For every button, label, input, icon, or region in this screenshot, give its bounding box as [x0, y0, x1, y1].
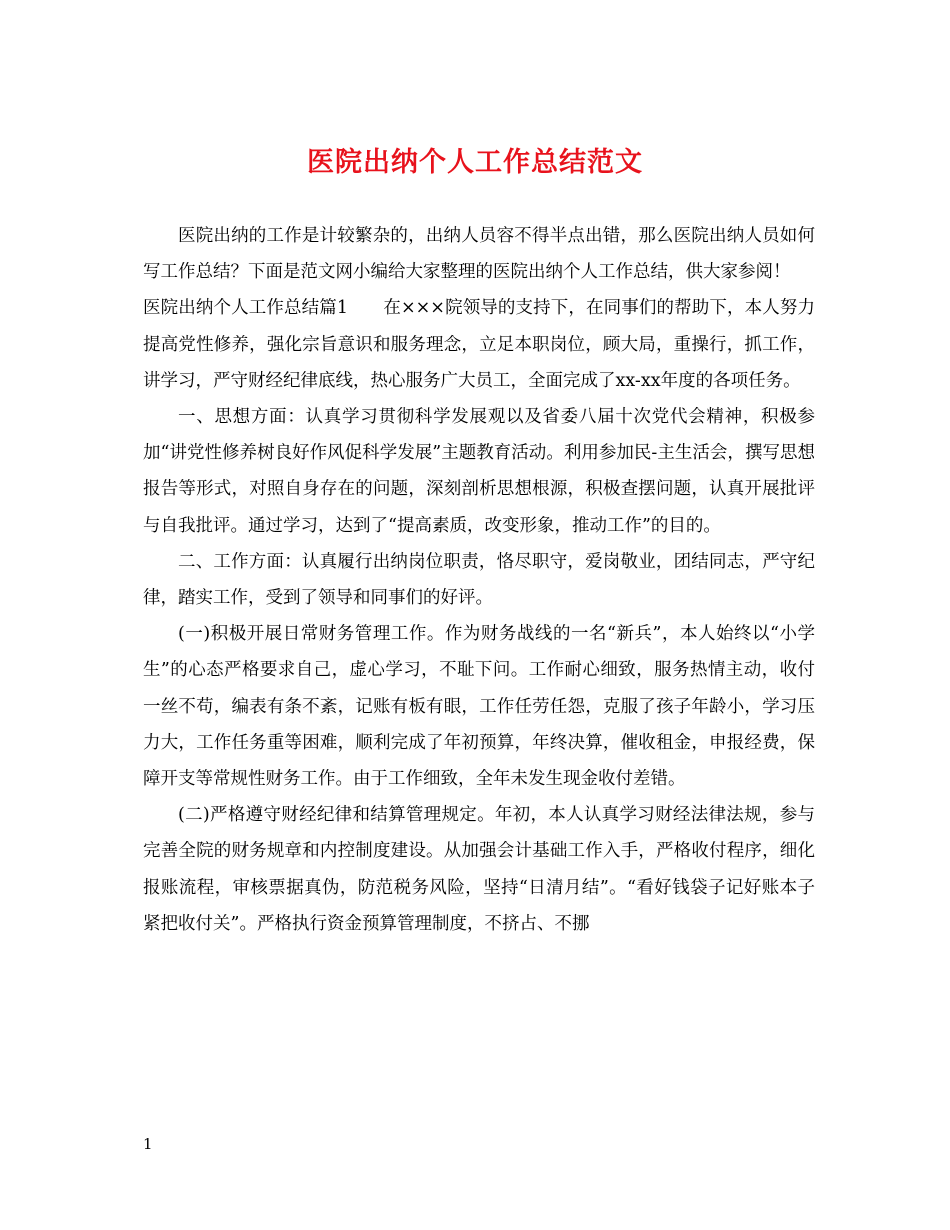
- work-section-paragraph: 二、工作方面：认真履行出纳岗位职责，恪尽职守，爱岗敬业，团结同志，严守纪律，踏实工作，受到了领导和同事们的好评。: [143, 551, 815, 609]
- intro-paragraph: 医院出纳的工作是计较繁杂的，出纳人员容不得半点出错，那么医院出纳人员如何写工作总结？下面是范文网小编给大家整理的医院出纳个人工作总结，供大家参阅！: [143, 226, 815, 283]
- daily-finance-paragraph: (一)积极开展日常财务管理工作。作为财务战线的一名“新兵”，本人始终以“小学生”的心态严格要求自己，虚心学习，不耻下问。工作耐心细致，服务热情主动，收付一丝不苟，编表有条不紊，记账有板有眼，工作任劳任怨，克服了孩子年龄小，学习压力大，工作任务重等困难，顺利完成了年初预算，年终决算，催收租金，申报经费，保障开支等常规性财务工作。由于工作细致，全年未发生现金收付差错。: [143, 624, 815, 790]
- page-number: 1: [143, 1135, 153, 1153]
- thought-section-paragraph: 一、思想方面：认真学习贯彻科学发展观以及省委八届十次党代会精神，积极参加“讲党性修养树良好作风促科学发展”主题教育活动。利用参加民-主生活会，撰写思想报告等形式，对照自身存在的问题，深刻剖析思想根源，积极查摆问题，认真开展批评与自我批评。通过学习，达到了“提高素质，改变形象，推动工作”的目的。: [143, 407, 815, 536]
- document-body: [143, 218, 815, 942]
- financial-discipline-paragraph: (二)严格遵守财经纪律和结算管理规定。年初，本人认真学习财经法律法规，参与完善全院的财务规章和内控制度建设。从加强会计基础工作入手，严格收付程序，细化报账流程，审核票据真伪，防范税务风险，坚持“日清月结”。“看好钱袋子记好账本子紧把收付关”。严格执行资金预算管理制度，不挤占、不挪: [143, 805, 815, 934]
- summary-opening-paragraph: 医院出纳个人工作总结篇1 在×××院领导的支持下，在同事们的帮助下，本人努力提高党性修养，强化宗旨意识和服务理念，立足本职岗位，顾大局，重操行，抓工作，讲学习，严守财经纪律底线，热心服务广大员工，全面完成了xx-xx年度的各项任务。: [143, 298, 815, 391]
- document-title: 医院出纳个人工作总结范文: [307, 147, 643, 178]
